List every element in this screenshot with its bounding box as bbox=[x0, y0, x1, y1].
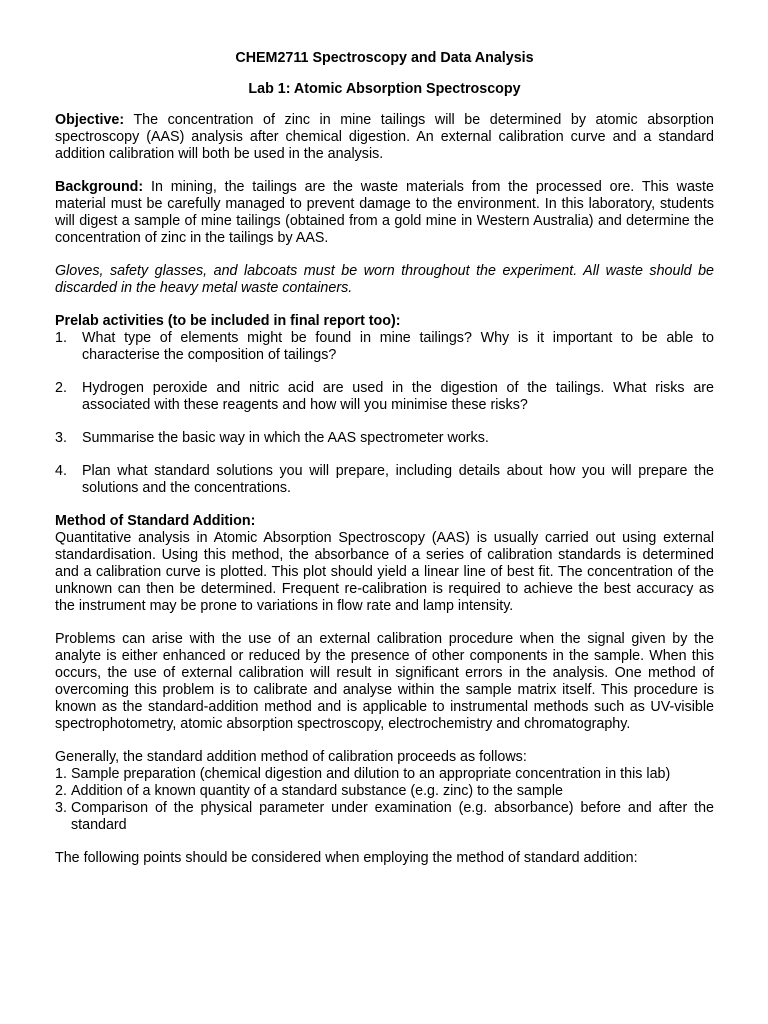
document-subtitle: Lab 1: Atomic Absorption Spectroscopy bbox=[248, 81, 521, 97]
list-item bbox=[55, 800, 714, 834]
method-paragraph-2: Problems can arise with the use of an external calibration procedure when the signal given by the analyte is either enhanced or reduced by the presence of other components in the sample. When this occurs, the use of external calibration will result in significant errors in the analysis. One method of overcoming this problem is to calibrate and analyse within the sample matrix itself. This procedure is known as the standard-addition method and is applicable to instrumental methods such as UV-visible spectrophotometry, atomic absorption spectroscopy, electrochemistry and chromatography. bbox=[55, 631, 714, 732]
prelab-list bbox=[55, 330, 714, 497]
list-number: 1. bbox=[55, 330, 67, 346]
background-text: In mining, the tailings are the waste materials from the processed ore. This waste material must be carefully managed to prevent damage to the environment. In this laboratory, students will digest a sample of mine tailings (obtained from a gold mine in Western Australia) and determine the concentration of zinc in the tailings by AAS. bbox=[55, 179, 714, 246]
safety-note: Gloves, safety glasses, and labcoats must be worn throughout the experiment. All waste should be discarded in the heavy metal waste containers. bbox=[55, 263, 714, 296]
steps-intro: Generally, the standard addition method of calibration proceeds as follows: bbox=[55, 749, 527, 765]
document-page bbox=[55, 50, 714, 883]
list-item bbox=[55, 430, 714, 447]
list-item bbox=[55, 463, 714, 497]
list-item bbox=[55, 330, 714, 364]
list-number: 3. bbox=[55, 800, 67, 816]
closing-paragraph: The following points should be considered when employing the method of standard addition: bbox=[55, 850, 638, 866]
objective-text: The concentration of zinc in mine tailings will be determined by atomic absorption spectroscopy (AAS) analysis after chemical digestion. An external calibration curve and a standard addition calibration will both be used in the analysis. bbox=[55, 112, 714, 162]
list-number: 3. bbox=[55, 430, 67, 446]
background-label: Background: bbox=[55, 179, 144, 195]
background-paragraph bbox=[55, 179, 714, 247]
list-text: Hydrogen peroxide and nitric acid are used in the digestion of the tailings. What risks are associated with these reagents and how will you minimise these risks? bbox=[82, 380, 714, 413]
method-paragraph-1: Quantitative analysis in Atomic Absorption Spectroscopy (AAS) is usually carried out using external standardisation. Using this method, the absorbance of a series of calibration standards is determined and a calibration curve is plotted. This plot should yield a linear line of best fit. The concentration of the unknown can then be determined. Frequent re-calibration is required to achieve the best accuracy as the instrument may be prone to variations in flow rate and lamp intensity. bbox=[55, 530, 714, 614]
list-item bbox=[55, 766, 714, 783]
objective-paragraph bbox=[55, 112, 714, 163]
list-number: 2. bbox=[55, 783, 67, 799]
list-text: Sample preparation (chemical digestion and dilution to an appropriate concentration in this lab) bbox=[71, 766, 671, 782]
prelab-heading: Prelab activities (to be included in final report too): bbox=[55, 313, 401, 329]
list-item bbox=[55, 783, 714, 800]
list-text: What type of elements might be found in mine tailings? Why is it important to be able to characterise the composition of tailings? bbox=[82, 330, 714, 363]
list-item bbox=[55, 380, 714, 414]
list-text: Plan what standard solutions you will prepare, including details about how you will prepare the solutions and the concentrations. bbox=[82, 463, 714, 496]
list-number: 4. bbox=[55, 463, 67, 479]
steps-list bbox=[55, 766, 714, 834]
list-number: 2. bbox=[55, 380, 67, 396]
list-text: Addition of a known quantity of a standard substance (e.g. zinc) to the sample bbox=[71, 783, 563, 799]
document-title: CHEM2711 Spectroscopy and Data Analysis bbox=[235, 50, 534, 66]
list-text: Comparison of the physical parameter under examination (e.g. absorbance) before and after the standard bbox=[71, 800, 714, 833]
objective-label: Objective: bbox=[55, 112, 125, 128]
list-text: Summarise the basic way in which the AAS spectrometer works. bbox=[82, 430, 489, 446]
list-number: 1. bbox=[55, 766, 67, 782]
method-heading: Method of Standard Addition: bbox=[55, 513, 256, 529]
